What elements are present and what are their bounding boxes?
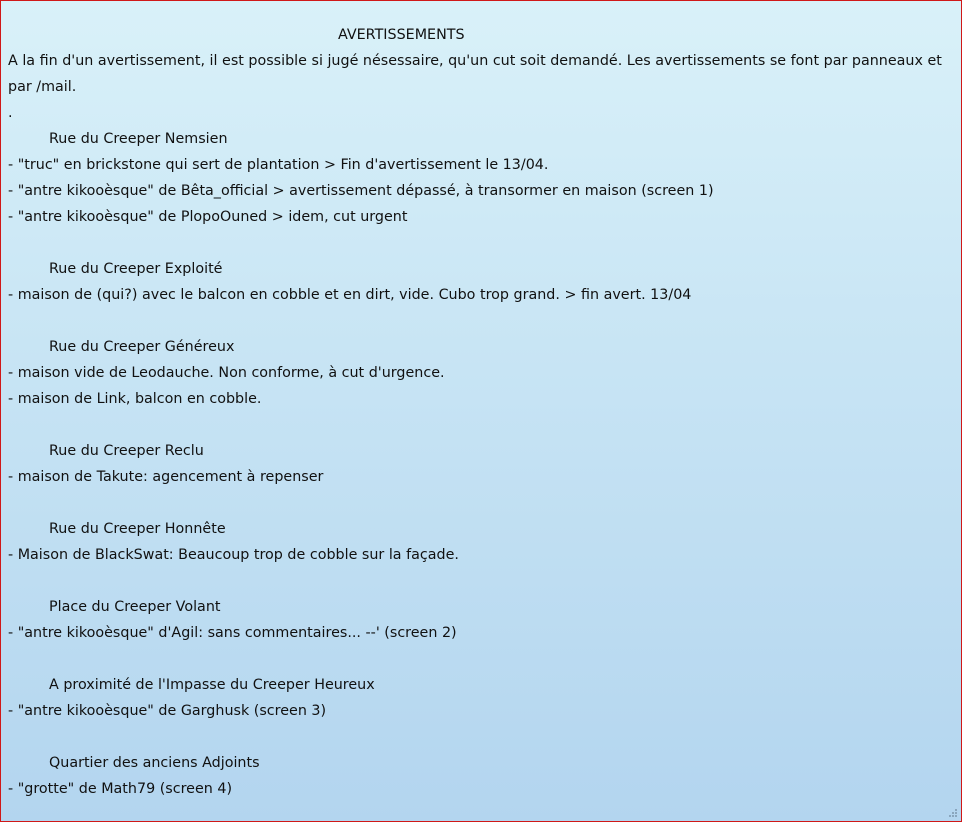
list-item: - maison vide de Leodauche. Non conforme, à cut d'urgence. <box>8 365 445 381</box>
section-heading: Quartier des anciens Adjoints <box>49 755 260 771</box>
section-heading: Rue du Creeper Honnête <box>49 521 226 537</box>
section-heading: Rue du Creeper Nemsien <box>49 131 228 147</box>
list-item: - "antre kikooèsque" de PlopoOuned > idem, cut urgent <box>8 209 408 225</box>
section-heading: Rue du Creeper Reclu <box>49 443 204 459</box>
list-item: - "antre kikooèsque" de Garghusk (screen 3) <box>8 703 327 719</box>
list-item: - "truc" en brickstone qui sert de plantation > Fin d'avertissement le 13/04. <box>8 157 549 173</box>
section-heading: Rue du Creeper Exploité <box>49 261 223 277</box>
list-item: - maison de Takute: agencement à repenser <box>8 469 324 485</box>
separator-dot: . <box>8 105 13 121</box>
page-title: AVERTISSEMENTS <box>338 27 465 43</box>
list-item: - "antre kikooèsque" d'Agil: sans commentaires... --' (screen 2) <box>8 625 457 641</box>
section-heading: A proximité de l'Impasse du Creeper Heureux <box>49 677 375 693</box>
list-item: - "antre kikooèsque" de Bêta_official > avertissement dépassé, à transormer en maison (screen 1) <box>8 183 714 199</box>
section-heading: Rue du Creeper Généreux <box>49 339 235 355</box>
list-item: - "grotte" de Math79 (screen 4) <box>8 781 233 797</box>
list-item: - maison de Link, balcon en cobble. <box>8 391 262 407</box>
intro-paragraph: A la fin d'un avertissement, il est possible si jugé nésessaire, qu'un cut soit demandé. Les avertissements se font par panneaux et par /mail. <box>8 53 942 95</box>
resize-grip-icon[interactable] <box>949 809 958 818</box>
list-item: - Maison de BlackSwat: Beaucoup trop de cobble sur la façade. <box>8 547 459 563</box>
list-item: - maison de (qui?) avec le balcon en cobble et en dirt, vide. Cubo trop grand. > fin avert. 13/04 <box>8 287 692 303</box>
section-heading: Place du Creeper Volant <box>49 599 221 615</box>
